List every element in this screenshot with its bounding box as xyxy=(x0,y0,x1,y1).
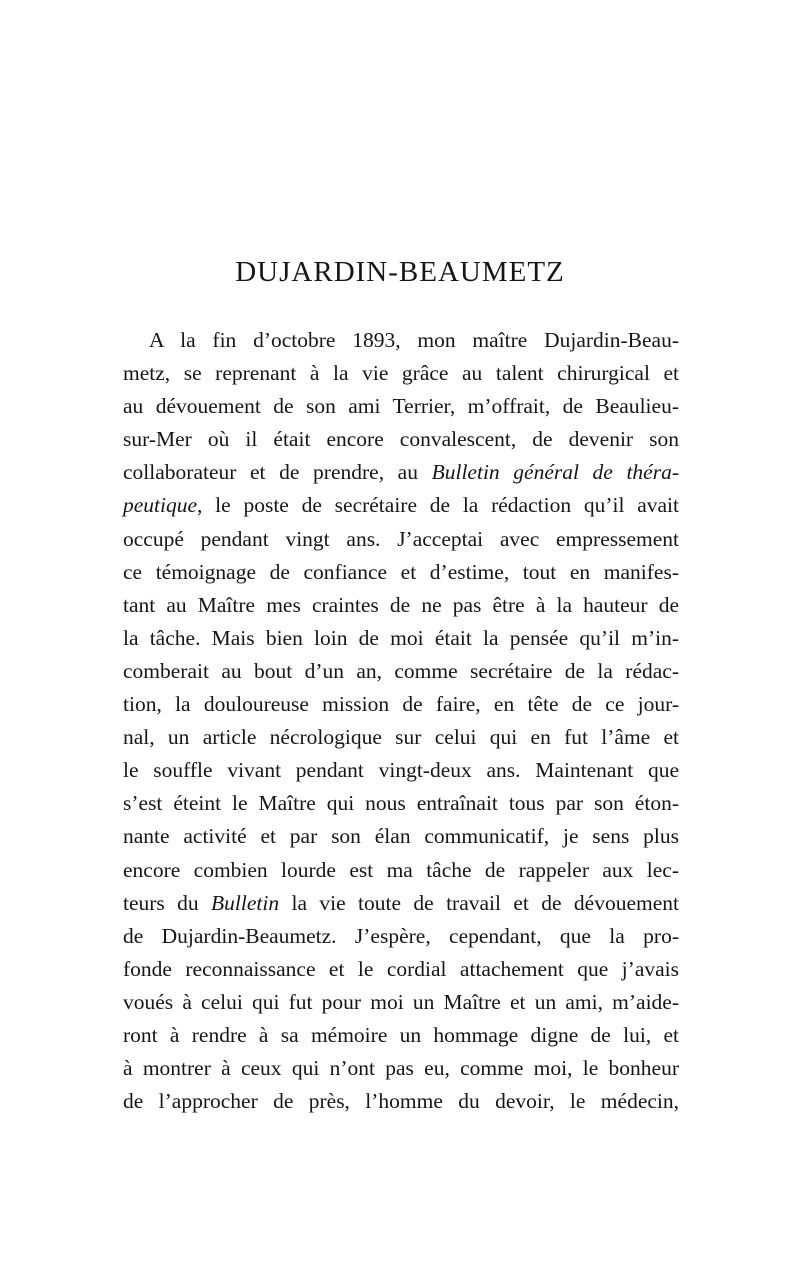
italic-text: peutique xyxy=(123,493,198,518)
text-segment: occupé pendant vingt ans. J’acceptai avec empressement xyxy=(123,526,679,551)
text-line xyxy=(123,787,679,820)
text-line xyxy=(123,523,679,556)
text-line xyxy=(123,456,679,489)
text-segment: la tâche. Mais bien loin de moi était la pensée qu’il m’in- xyxy=(123,625,679,650)
text-line xyxy=(123,721,679,754)
text-line xyxy=(123,423,679,456)
italic-text: Bulletin général de théra- xyxy=(431,460,679,485)
text-segment: metz, se reprenant à la vie grâce au talent chirurgical et xyxy=(123,361,679,386)
text-segment: la vie toute de travail et de dévouement xyxy=(279,890,679,915)
text-segment: ront à rendre à sa mémoire un hommage digne de lui, et xyxy=(123,1022,679,1047)
text-segment: tion, la douloureuse mission de faire, en tête de ce jour- xyxy=(123,692,679,717)
text-line xyxy=(123,390,679,423)
text-line xyxy=(123,1052,679,1085)
chapter-title: DUJARDIN-BEAUMETZ xyxy=(235,256,565,288)
text-line xyxy=(123,688,679,721)
text-line xyxy=(123,556,679,589)
text-line xyxy=(123,854,679,887)
text-segment: nante activité et par son élan communicatif, je sens plus xyxy=(123,824,679,849)
text-segment: de Dujardin-Beaumetz. J’espère, cependant, que la pro- xyxy=(123,923,679,948)
italic-text: Bulletin xyxy=(211,890,280,915)
text-line xyxy=(123,589,679,622)
text-line xyxy=(123,655,679,688)
text-segment: s’est éteint le Maître qui nous entraînait tous par son éton- xyxy=(123,791,679,816)
text-line xyxy=(123,1085,679,1118)
text-segment: tant au Maître mes craintes de ne pas être à la hauteur de xyxy=(123,592,679,617)
text-segment: collaborateur et de prendre, au xyxy=(123,460,432,485)
body-paragraph xyxy=(123,324,679,1118)
text-line xyxy=(123,953,679,986)
text-segment: A la fin d’octobre 1893, mon maître Dujardin-Beau- xyxy=(149,328,679,352)
text-segment: de l’approcher de près, l’homme du devoir, le médecin, xyxy=(123,1089,679,1114)
text-line xyxy=(123,324,679,357)
text-line xyxy=(123,489,679,522)
text-line xyxy=(123,920,679,953)
text-line xyxy=(123,754,679,787)
text-line xyxy=(123,357,679,390)
text-segment: au dévouement de son ami Terrier, m’offrait, de Beaulieu- xyxy=(123,394,679,419)
text-line xyxy=(123,820,679,853)
text-segment: comberait au bout d’un an, comme secrétaire de la rédac- xyxy=(123,658,679,683)
text-line xyxy=(123,1019,679,1052)
text-segment: voués à celui qui fut pour moi un Maître et un ami, m’aide- xyxy=(123,989,679,1014)
text-line xyxy=(123,622,679,655)
text-segment: teurs du xyxy=(123,890,212,915)
text-segment: le souffle vivant pendant vingt-deux ans. Maintenant que xyxy=(123,758,679,783)
text-line xyxy=(123,887,679,920)
text-segment: à montrer à ceux qui n’ont pas eu, comme moi, le bonheur xyxy=(123,1056,679,1081)
text-segment: nal, un article nécrologique sur celui qui en fut l’âme et xyxy=(123,725,679,750)
text-segment: sur-Mer où il était encore convalescent, de devenir son xyxy=(123,427,679,452)
text-segment: ce témoignage de confiance et d’estime, tout en manifes- xyxy=(123,559,679,584)
text-segment: , le poste de secrétaire de la rédaction qu’il avait xyxy=(197,493,679,518)
text-segment: encore combien lourde est ma tâche de rappeler aux lec- xyxy=(123,857,679,882)
text-segment: fonde reconnaissance et le cordial attachement que j’avais xyxy=(123,956,679,981)
text-line xyxy=(123,986,679,1019)
